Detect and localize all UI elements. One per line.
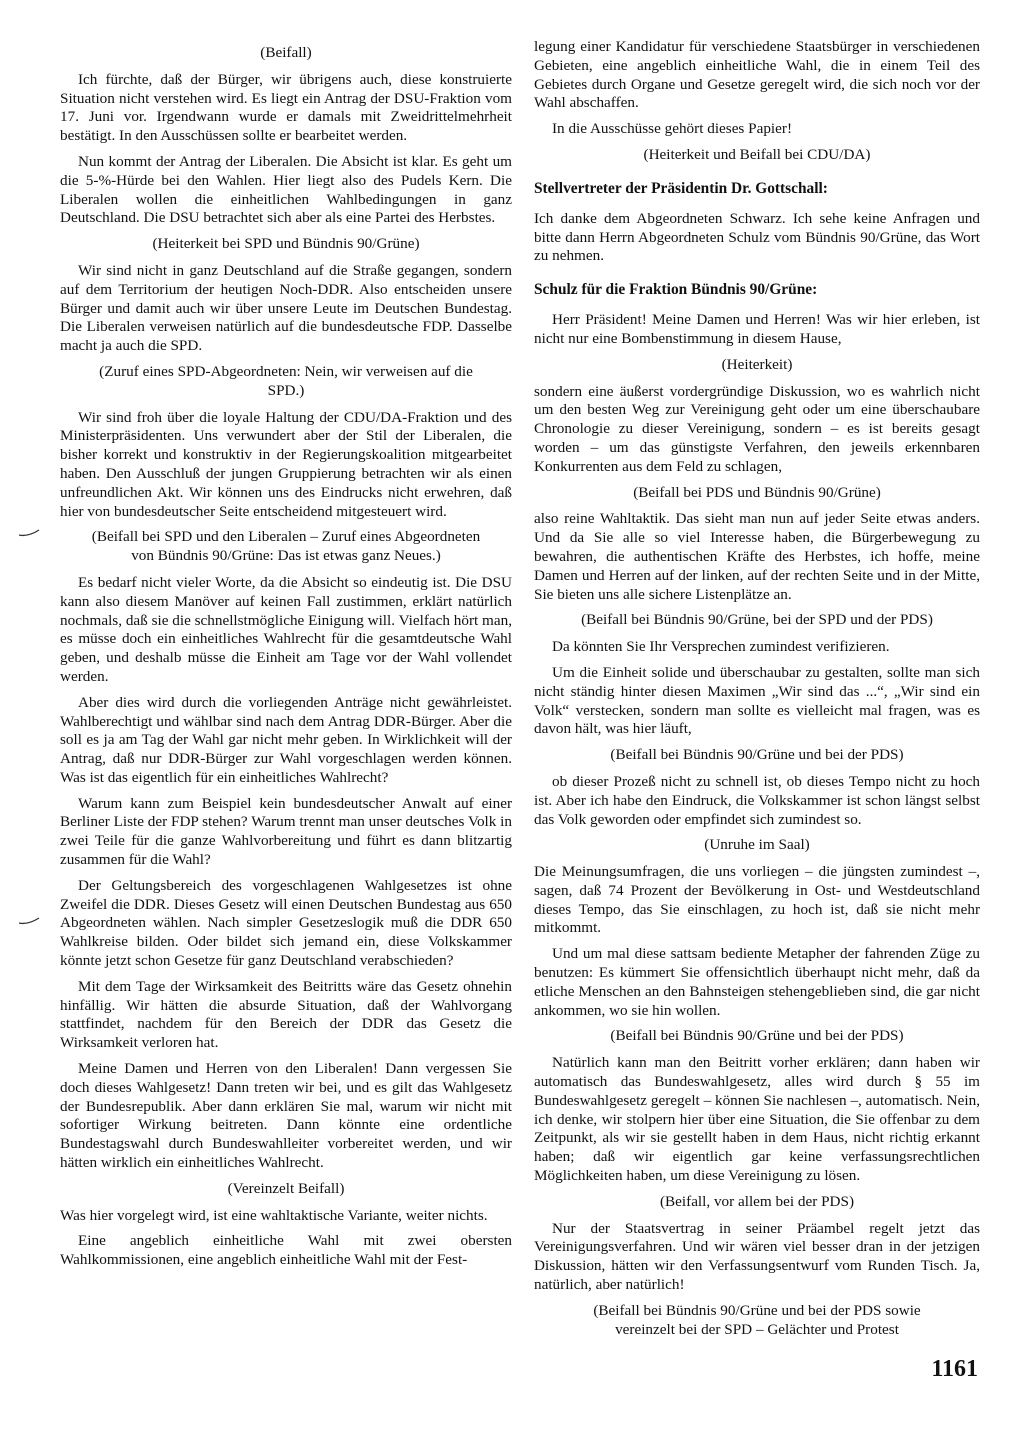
interjection: (Beifall) [260,44,312,61]
paragraph: sondern eine äußerst vordergründige Diskussion, wo es wahrlich nicht um den besten Weg zur Vereinigung geht oder um eine überschaubare Chronologie zu dieser Vereinigung, sondern – es ist bereits gesagt worden – um das günstigste Verfahren, den jeweils erkennbaren Konkurrenten aus dem Feld zu schlagen, [534,382,980,475]
paragraph: In die Ausschüsse gehört dieses Papier! [552,120,792,138]
paragraph: Meine Damen und Herren von den Liberalen! Dann vergessen Sie doch dieses Wahlgesetz! Dann treten wir bei, und es gilt das Wahlgesetz der Bundesrepublik. Aber dann erklären Sie mal, warum wir nicht mit sofortiger Wirkung beitreten. Dann könnte eine ordentliche Bundestagswahl durch Bundeswahlleiter vorbereitet werden, und wir hätten wirklich ein einheitliches Wahlrecht. [60,1060,512,1172]
paragraph: Was hier vorgelegt wird, ist eine wahltaktische Variante, weiter nichts. [60,1206,488,1224]
interjection: (Unruhe im Saal) [704,836,810,854]
speaker-heading: Stellvertreter der Präsidentin Dr. Gottschall: [534,179,828,197]
paragraph: Warum kann zum Beispiel kein bundesdeutscher Anwalt auf einer Berliner Liste der FDP stehen? Warum trennt man unser deutsches Volk in zwei Teile für die ganze Wahlvorbereitung und führt es dann blitzartig zusammen für die Wahl? [60,794,512,869]
paragraph: Herr Präsident! Meine Damen und Herren! Was wir hier erleben, ist nicht nur eine Bombenstimmung in diesem Hause, [534,311,980,347]
speaker-heading: Schulz für die Fraktion Bündnis 90/Grüne: [534,281,818,299]
paragraph: Natürlich kann man den Beitritt vorher erklären; dann haben wir automatisch das Bundeswahlgesetz, alles wird durch § 55 im Bundeswahlgesetz geregelt – können Sie nachlesen –, automatisch. Nein, ich denke, wir stolpern hier über eine Situation, die Sie offenbar zu dem Zeitpunkt, als wir sie gestellt haben in dem Haus, nicht richtig erkannt haben; daß wir eigentlich gar keine verfassungsrechtlichen Möglichkeiten haben, um diese Vereinigung zu lösen. [534,1054,980,1185]
page-number: 1161 [931,1356,978,1382]
margin-mark [18,528,40,538]
paragraph: Und um mal diese sattsam bediente Metapher der fahrenden Züge zu benutzen: Es kümmert Sie offensichtlich überhaupt nicht mehr, daß da etliche Menschen an den Bahnsteigen stehengeblieben sind, die gar nicht ankommen, wo sie hin wollen. [534,945,980,1019]
paragraph: Eine angeblich einheitliche Wahl mit zwei obersten Wahlkommissionen, eine angeblich einheitliche Wahl mit der Fest- [60,1232,512,1269]
paragraph: Es bedarf nicht vieler Worte, da die Absicht so eindeutig ist. Die DSU kann also diesem Manöver auf keinen Fall zustimmen, erklärt natürlich nochmals, daß sie die schnellstmögliche Einigung will. Vielfach hört man, es müsse doch ein einheitliches Wahlrecht für die gesamtdeutsche Wahl geben, und deshalb müsse die Einheit am Tage vor der Wahl vollendet werden. [60,573,512,685]
paragraph: Da könnten Sie Ihr Versprechen zumindest verifizieren. [552,638,890,656]
interjection: (Vereinzelt Beifall) [227,1179,345,1197]
paragraph: Wir sind nicht in ganz Deutschland auf die Straße gegangen, sondern auf dem Territorium der heutigen Noch-DDR. Also entscheiden unsere Bürger und damit auch wir über unsere Leute im Deutschen Bundestag. Die Liberalen verweisen natürlich auf die bundesdeutsche FDP. Dasselbe macht ja auch die SPD. [60,261,512,355]
interjection: (Heiterkeit und Beifall bei CDU/DA) [643,145,871,163]
margin-mark [18,916,40,926]
paragraph: Nun kommt der Antrag der Liberalen. Die Absicht ist klar. Es geht um die 5-%-Hürde bei den Wahlen. Hier liegt also des Pudels Kern. Die Liberalen wollen die einheitlichen Wahlbedingungen in ganz Deutschland. Die DSU betrachtet sich aber als eine Partei des Herbstes. [60,152,512,227]
interjection: (Heiterkeit) [721,355,793,373]
interjection: (Beifall bei Bündnis 90/Grüne und bei der PDS) [610,1027,904,1045]
left-column [60,38,512,1277]
paragraph: Um die Einheit solide und überschaubar zu gestalten, sollte man sich nicht ständig hinter diesen Maximen „Wir sind das ...“, „Wir sind ein Volk“ verstecken, sondern man sollte es vielleicht mal fragen, was es davon hält, was hier läuft, [534,663,980,738]
paragraph: Die Meinungsumfragen, die uns vorliegen – die jüngsten zumindest –, sagen, daß 74 Prozent der Bevölkerung in Ost- und Westdeutschland dieses Tempo, das Sie einschlagen, zu hoch ist, daß sie nicht mehr mitkommt. [534,863,980,937]
paragraph: Ich danke dem Abgeordneten Schwarz. Ich sehe keine Anfragen und bitte dann Herrn Abgeordneten Schulz vom Bündnis 90/Grüne, das Wort zu nehmen. [534,209,980,265]
paragraph: Mit dem Tage der Wirksamkeit des Beitritts wäre das Gesetz ohnehin hinfällig. Wir hätten die absurde Situation, daß der Wahlvorgang stattfindet, nachdem für den Bereich der DDR das Gesetz die Wirksamkeit verloren hat. [60,977,512,1052]
interjection: (Beifall bei Bündnis 90/Grüne und bei der PDS) [610,746,904,764]
paragraph: Nur der Staatsvertrag in seiner Präambel regelt jetzt das Vereinigungsverfahren. Und wir wären viel besser dran in der jetzigen Diskussion, hätten wir den Verfassungsentwurf vom Runden Tisch. Ja, natürlich, aber natürlich! [534,1219,980,1294]
paragraph: also reine Wahltaktik. Das sieht man nun auf jeder Seite etwas anders. Und da Sie alle so viel Interesse haben, die Bürgerbewegung zu bewahren, die authentischen Kräfte des Herbstes, ich hoffe, meine Damen und Herren auf der linken, auf der rechten Seite und in der Mitte, Sie bieten uns alle sichere Listenplätze an. [534,510,980,603]
paragraph: ob dieser Prozeß nicht zu schnell ist, ob dieses Tempo nicht zu hoch ist. Aber ich habe den Eindruck, die Volkskammer ist schon längst selbst das Volk geworden oder empfindet sich zumindest so. [534,772,980,828]
paragraph: Wir sind froh über die loyale Haltung der CDU/DA-Fraktion und des Ministerpräsidenten. Uns verwundert aber der Stil der Liberalen, die bisher korrekt und konstruktiv in der Regierungskoalition mitgearbeitet haben. Den Ausschluß der jungen Gruppierung betrachten wir als einen unfreundlichen Akt. Wir können uns des Eindrucks nicht erwehren, daß hier von bundesdeutscher Seite entscheidend mitgesteuert wird. [60,408,512,520]
paragraph: Ich fürchte, daß der Bürger, wir übrigens auch, diese konstruierte Situation nicht verstehen wird. Es liegt ein Antrag der DSU-Fraktion vom 17. Juni vor. Irgendwann wurde er damals mit Zweidrittelmehrheit bestätigt. In den Ausschüssen sollte er bearbeitet werden. [60,70,512,145]
paragraph: legung einer Kandidatur für verschiedene Staatsbürger in verschiedenen Gebieten, eine angeblich einheitliche Wahl, die in einem Teil des Gebietes durch Organe und Gesetze geregelt wird, die sich noch vor der Wahl abschaffen. [534,38,980,112]
interjection: (Beifall bei Bündnis 90/Grüne und bei der PDS sowie vereinzelt bei der SPD – Gelächter und Protest [593,1301,921,1338]
paragraph: Aber dies wird durch die vorliegenden Anträge nicht gewährleistet. Wahlberechtigt und wählbar sind nach dem Antrag DDR-Bürger. Aber die soll es ja am Tag der Wahl gar nicht mehr geben. In Wirklichkeit will der Antrag, daß nur DDR-Bürger zur Wahl vorgeschlagen werden können. Was ist das eigentlich für ein einheitliches Wahlrecht? [60,693,512,786]
right-column [534,38,980,1347]
interjection: (Heiterkeit bei SPD und Bündnis 90/Grüne) [152,235,420,253]
interjection: (Beifall bei PDS und Bündnis 90/Grüne) [633,483,881,501]
interjection: (Zuruf eines SPD-Abgeordneten: Nein, wir verweisen auf die SPD.) [99,362,473,399]
interjection: (Beifall bei Bündnis 90/Grüne, bei der SPD und der PDS) [581,611,933,629]
interjection: (Beifall, vor allem bei der PDS) [659,1192,854,1210]
paragraph: Der Geltungsbereich des vorgeschlagenen Wahlgesetzes ist ohne Zweifel die DDR. Dieses Gesetz will einen Deutschen Bundestag aus 650 Abgeordneten wählen. Nach simpler Gesetzeslogik muß die DDR 650 Wahlkreise bilden. Oder bildet sich jemand ein, diese Volkskammer könnte jetzt schon Gesetze für ganz Deutschland verabschieden? [60,876,512,970]
interjection: (Beifall bei SPD und den Liberalen – Zuruf eines Abgeordneten von Bündnis 90/Grüne: Das ist etwas ganz Neues.) [91,528,481,565]
